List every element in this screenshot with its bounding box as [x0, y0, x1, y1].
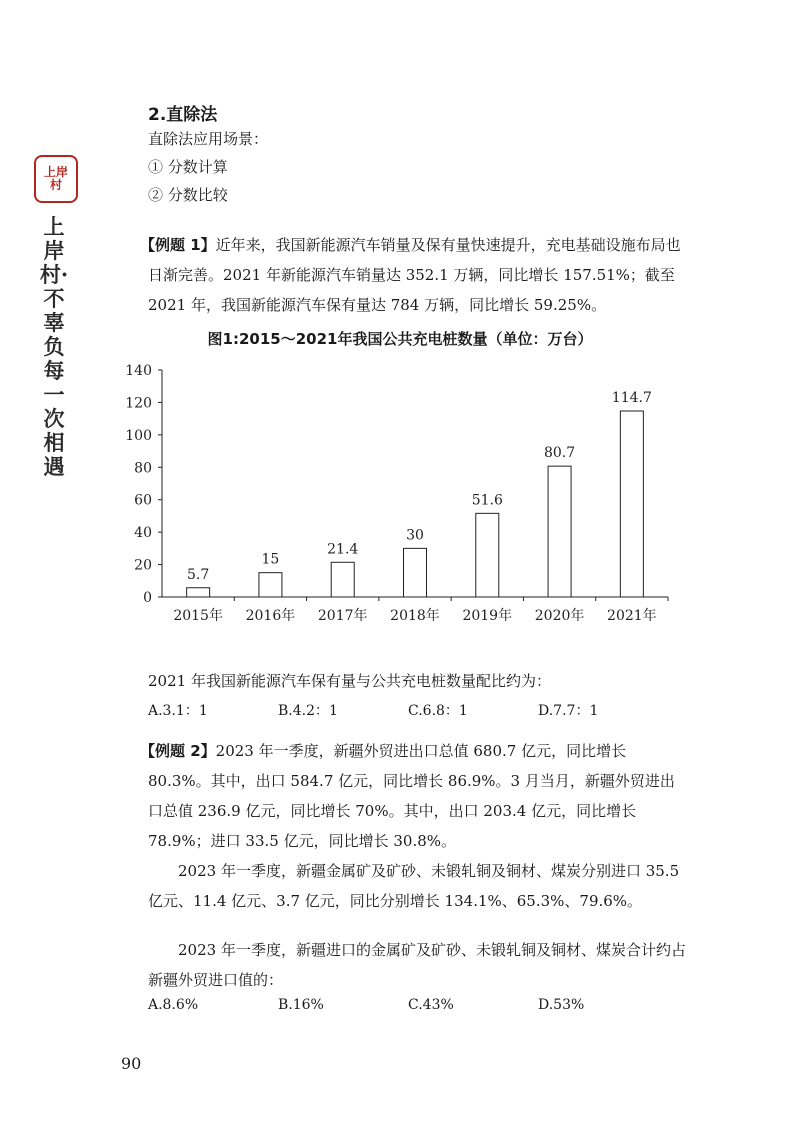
bar — [331, 562, 354, 597]
x-category-label: 2015年 — [173, 608, 223, 624]
bar-value-label: 114.7 — [611, 390, 652, 407]
bar — [476, 513, 499, 597]
page-number: 90 — [121, 1054, 142, 1073]
bar-value-label: 80.7 — [543, 445, 576, 462]
bar-value-label: 30 — [406, 527, 424, 544]
y-tick-label: 140 — [125, 363, 152, 379]
bar — [404, 548, 427, 597]
y-tick-label: 40 — [134, 525, 152, 542]
example1-option-c: C.6.8：1 — [408, 703, 468, 719]
example2-text1: 2023 年一季度，新疆外贸进出口总值 680.7 亿元，同比增长 80.3%。其中，出口 584.7 亿元，同比增长 86.9%。3 月当月，新疆外贸进出口总值 236.9 亿元，同比增长 70%。其中，出口 203.4 亿元，同比增长 78.9%；进口 33.5 亿元，同比增长 30.8%。 — [148, 742, 675, 850]
x-category-label: 2020年 — [534, 608, 585, 624]
seal-text: 上岸村 — [43, 165, 68, 192]
scenario-item-2: ② 分数比较 — [148, 186, 228, 204]
y-tick-label: 120 — [125, 395, 152, 412]
example1-question: 2021 年我国新能源汽车保有量与公共充电桩数量配比约为： — [148, 672, 551, 690]
x-category-label: 2017年 — [317, 608, 368, 624]
chart-title: 图1:2015～2021年我国公共充电桩数量（单位：万台） — [207, 330, 593, 348]
example2-option-c: C.43% — [408, 997, 454, 1013]
brand-slogan: 上岸村·不辜负每一次相遇 — [39, 214, 69, 479]
example2-paragraph-2 — [148, 856, 688, 916]
y-tick-label: 60 — [134, 492, 152, 509]
section-title: 2.直除法 — [148, 105, 218, 125]
bar-value-label: 51.6 — [471, 492, 503, 509]
y-tick-label: 80 — [134, 460, 152, 477]
bar-chart — [0, 355, 800, 635]
example1-paragraph — [140, 230, 688, 320]
bar — [187, 588, 210, 597]
example2-options — [148, 997, 668, 1013]
bar — [548, 466, 571, 597]
example2-tag: 【例题 2】 — [140, 742, 216, 760]
example1-options — [148, 700, 668, 720]
bar — [620, 411, 643, 597]
example1-text: 近年来，我国新能源汽车销量及保有量快速提升，充电基础设施布局也日渐完善。2021 年新能源汽车销量达 352.1 万辆，同比增长 157.51%；截至 2021 年，我国新能源汽车保有量达 784 万辆，同比增长 59.25%。 — [148, 236, 681, 314]
example2-paragraph — [140, 736, 688, 856]
example2-question: 2023 年一季度，新疆进口的金属矿及矿砂、未锻轧铜及铜材、煤炭合计约占新疆外贸进口值的： — [148, 941, 686, 989]
bar — [259, 573, 282, 597]
example2-question-block — [148, 935, 688, 995]
bar-value-label: 15 — [261, 551, 280, 568]
x-category-label: 2018年 — [390, 608, 440, 624]
example2-option-b: B.16% — [278, 997, 324, 1013]
scenario-item-1: ① 分数计算 — [148, 158, 228, 176]
bar-value-label: 5.7 — [187, 566, 210, 583]
example2-text2: 2023 年一季度，新疆金属矿及矿砂、未锻轧铜及铜材、煤炭分别进口 35.5 亿元、11.4 亿元、3.7 亿元，同比分别增长 134.1%、65.3%、79.6%。 — [148, 862, 680, 910]
x-category-label: 2021年 — [607, 608, 657, 624]
example1-tag: 【例题 1】 — [140, 236, 216, 254]
x-category-label: 2019年 — [462, 608, 513, 624]
section-intro: 直除法应用场景： — [148, 130, 269, 148]
example2-option-a: A.8.6% — [148, 997, 199, 1013]
bar-value-label: 21.4 — [327, 541, 359, 558]
y-tick-label: 100 — [125, 427, 152, 444]
example1-option-d: D.7.7：1 — [538, 703, 599, 719]
brand-seal — [34, 155, 78, 203]
y-tick-label: 20 — [134, 557, 152, 574]
y-tick-label: 0 — [143, 590, 152, 606]
example1-option-b: B.4.2：1 — [278, 703, 338, 719]
example1-option-a: A.3.1：1 — [148, 703, 208, 719]
x-category-label: 2016年 — [245, 608, 296, 624]
example2-option-d: D.53% — [538, 997, 585, 1013]
